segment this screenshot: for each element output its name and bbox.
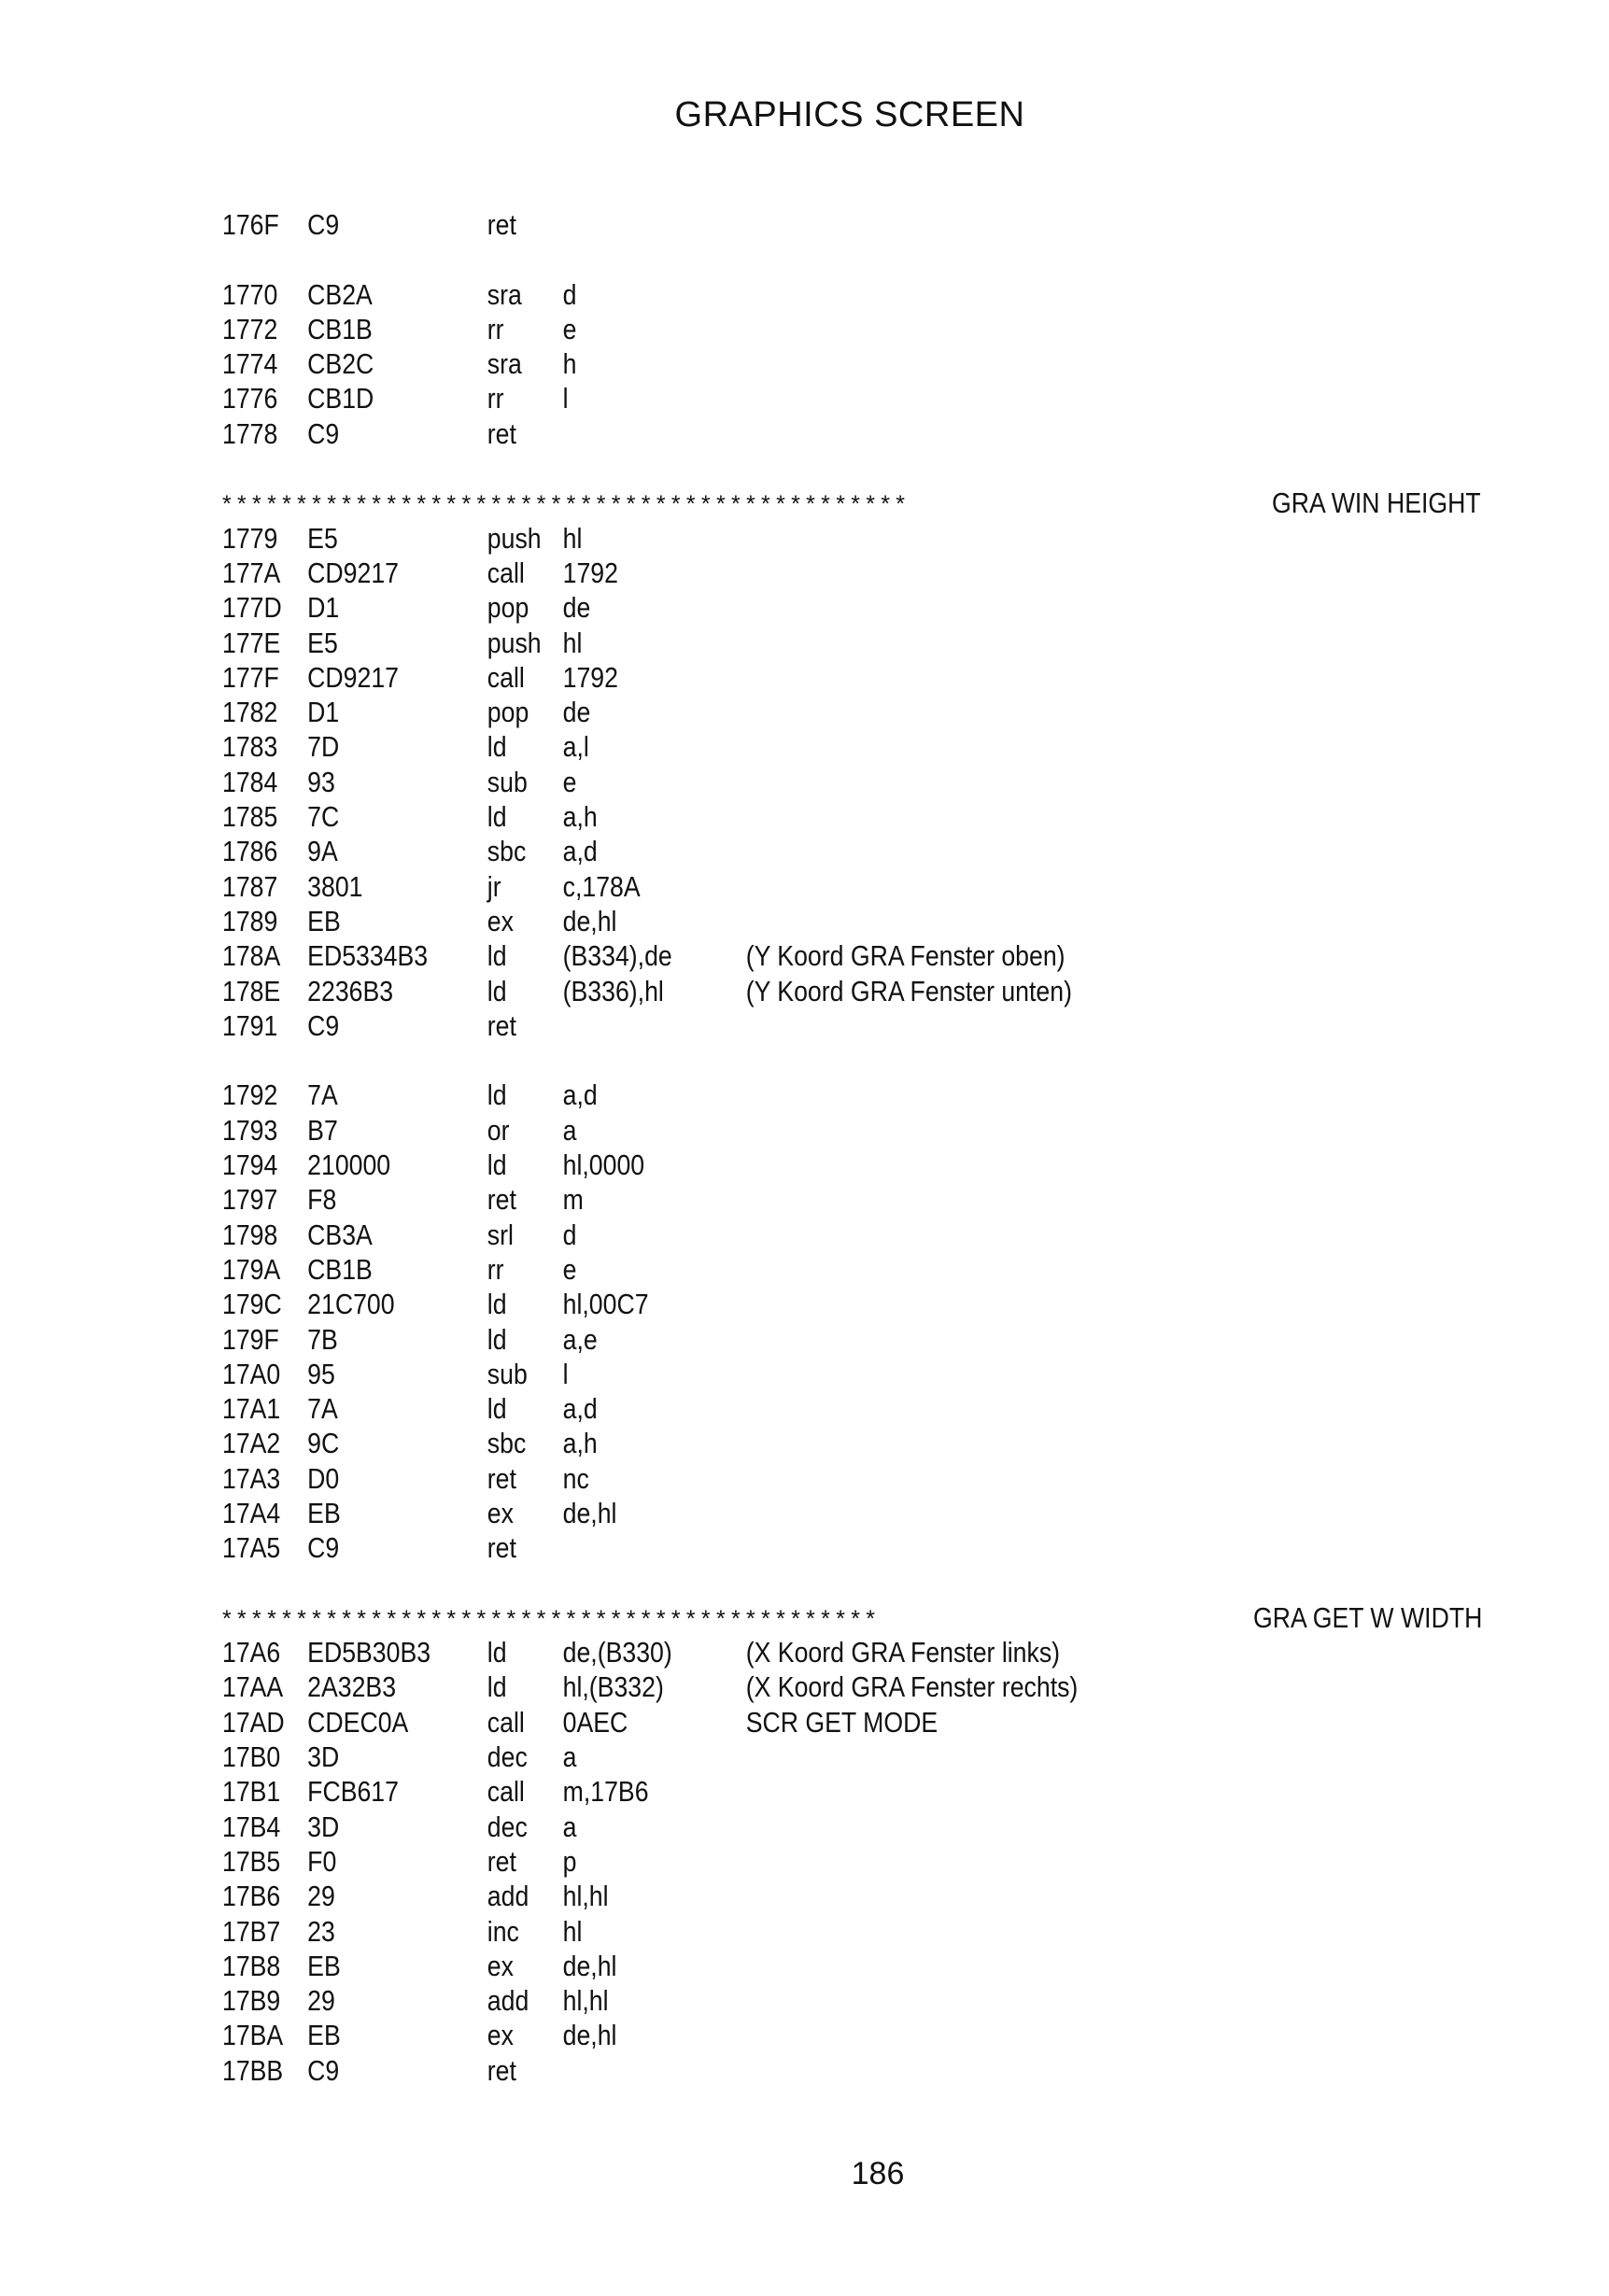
- address: 179A: [222, 1252, 281, 1286]
- operand: l: [562, 1357, 569, 1390]
- operand: hl: [562, 626, 583, 659]
- mnemonic: ld: [487, 730, 507, 764]
- operand: a,e: [562, 1322, 598, 1356]
- code-line: [222, 1774, 1347, 1809]
- address: 1794: [222, 1148, 278, 1182]
- code-line: [222, 1740, 1347, 1774]
- comment: SCR GET MODE: [745, 1705, 939, 1739]
- address: 17A0: [222, 1357, 281, 1390]
- hex-bytes: EB: [307, 1949, 341, 1982]
- comment: (X Koord GRA Fenster rechts): [745, 1670, 1079, 1704]
- mnemonic: sbc: [487, 1427, 527, 1460]
- separator-stars: ********************************************: [222, 1605, 882, 1632]
- address: 1797: [222, 1183, 278, 1217]
- address: 17A6: [222, 1636, 281, 1669]
- operand: hl,00C7: [562, 1288, 649, 1321]
- mnemonic: ld: [487, 1078, 507, 1112]
- address: 1782: [222, 696, 278, 729]
- operand: h: [562, 347, 577, 381]
- hex-bytes: EB: [307, 1496, 341, 1529]
- address: 178A: [222, 939, 281, 973]
- comment: (Y Koord GRA Fenster unten): [745, 974, 1072, 1007]
- hex-bytes: 9C: [307, 1427, 340, 1460]
- code-line: [222, 1810, 1347, 1844]
- hex-bytes: 2236B3: [307, 974, 394, 1007]
- hex-bytes: CB1D: [307, 382, 374, 416]
- address: 17B6: [222, 1880, 281, 1913]
- code-line: [222, 207, 1347, 242]
- address: 17B9: [222, 1984, 281, 2018]
- page-number: 186: [851, 2156, 905, 2191]
- mnemonic: inc: [487, 1914, 519, 1948]
- operand: c,178A: [562, 869, 641, 903]
- mnemonic: sub: [487, 765, 528, 798]
- section-separator: [222, 486, 1530, 520]
- assembly-listing: [222, 207, 1530, 2088]
- operand: l: [562, 382, 569, 416]
- operand: a,d: [562, 835, 598, 868]
- hex-bytes: C9: [307, 1008, 340, 1042]
- operand: p: [562, 1844, 577, 1878]
- mnemonic: call: [487, 660, 525, 694]
- code-line: [222, 1322, 1347, 1357]
- operand: 1792: [562, 660, 618, 694]
- hex-bytes: D1: [307, 591, 340, 625]
- hex-bytes: C9: [307, 2053, 340, 2087]
- hex-bytes: B7: [307, 1113, 338, 1147]
- address: 17AA: [222, 1670, 284, 1704]
- code-line: [222, 1357, 1347, 1391]
- operand: de,hl: [562, 904, 617, 937]
- operand: de: [562, 696, 591, 729]
- hex-bytes: 29: [307, 1880, 335, 1913]
- code-line: [222, 2053, 1347, 2088]
- mnemonic: ret: [487, 2053, 516, 2087]
- address: 1774: [222, 347, 278, 381]
- code-line: [222, 1914, 1347, 1949]
- hex-bytes: 29: [307, 1984, 335, 2018]
- hex-bytes: CB1B: [307, 1252, 373, 1286]
- hex-bytes: F0: [307, 1844, 337, 1878]
- mnemonic: call: [487, 1705, 525, 1739]
- operand: d: [562, 1218, 577, 1251]
- mnemonic: rr: [487, 312, 504, 345]
- address: 1792: [222, 1078, 278, 1112]
- mnemonic: ld: [487, 1670, 507, 1704]
- operand: (B336),hl: [562, 974, 664, 1007]
- hex-bytes: 7A: [307, 1392, 338, 1426]
- operand: e: [562, 1252, 577, 1286]
- hex-bytes: 93: [307, 765, 335, 798]
- address: 17A3: [222, 1461, 281, 1495]
- code-line: [222, 1252, 1347, 1287]
- code-line: [222, 1218, 1347, 1252]
- address: 179F: [222, 1322, 279, 1356]
- hex-bytes: ED5334B3: [307, 939, 429, 973]
- mnemonic: ex: [487, 904, 514, 937]
- hex-bytes: CB3A: [307, 1218, 373, 1251]
- operand: hl,hl: [562, 1880, 609, 1913]
- operand: d: [562, 277, 577, 311]
- hex-bytes: CB2A: [307, 277, 373, 311]
- operand: a: [562, 1740, 577, 1774]
- address: 17B8: [222, 1949, 281, 1982]
- code-line: [222, 974, 1347, 1008]
- mnemonic: ld: [487, 1322, 507, 1356]
- comment: (Y Koord GRA Fenster oben): [745, 939, 1066, 973]
- operand: a,d: [562, 1392, 598, 1426]
- hex-bytes: 210000: [307, 1148, 391, 1182]
- hex-bytes: 7B: [307, 1322, 338, 1356]
- hex-bytes: D0: [307, 1461, 340, 1495]
- address: 17B4: [222, 1810, 281, 1843]
- comment: (X Koord GRA Fenster links): [745, 1636, 1061, 1669]
- address: 17AD: [222, 1705, 285, 1739]
- address: 17BB: [222, 2053, 284, 2087]
- code-line: [222, 660, 1347, 695]
- address: 1776: [222, 382, 278, 416]
- mnemonic: call: [487, 1775, 525, 1809]
- hex-bytes: ED5B30B3: [307, 1636, 431, 1669]
- operand: m: [562, 1183, 584, 1217]
- code-line: [222, 938, 1347, 973]
- code-line: [222, 1461, 1347, 1496]
- blank-line: [222, 242, 1347, 276]
- mnemonic: ret: [487, 1844, 516, 1878]
- hex-bytes: 7C: [307, 800, 340, 834]
- operand: hl,hl: [562, 1984, 609, 2018]
- operand: hl: [562, 1914, 583, 1948]
- blank-line: [222, 451, 1347, 486]
- mnemonic: rr: [487, 1252, 504, 1286]
- hex-bytes: 2A32B3: [307, 1670, 397, 1704]
- operand: e: [562, 312, 577, 345]
- mnemonic: sub: [487, 1357, 528, 1390]
- code-line: [222, 1426, 1347, 1460]
- address: 1784: [222, 765, 278, 798]
- mnemonic: pop: [487, 696, 529, 729]
- code-line: [222, 834, 1347, 868]
- operand: a: [562, 1113, 577, 1147]
- operand: m,17B6: [562, 1775, 649, 1809]
- mnemonic: ex: [487, 1949, 514, 1982]
- code-line: [222, 1496, 1347, 1530]
- mnemonic: rr: [487, 382, 504, 416]
- hex-bytes: CB1B: [307, 312, 373, 345]
- address: 1779: [222, 521, 278, 555]
- address: 1791: [222, 1008, 278, 1042]
- operand: (B334),de: [562, 939, 672, 973]
- mnemonic: ret: [487, 416, 516, 450]
- code-line: [222, 765, 1347, 799]
- code-line: [222, 312, 1347, 346]
- code-line: [222, 1705, 1347, 1740]
- blank-line: [222, 1043, 1347, 1078]
- address: 17B7: [222, 1914, 281, 1948]
- page-title: GRAPHICS SCREEN: [674, 95, 1025, 134]
- address: 177E: [222, 626, 281, 659]
- operand: 0AEC: [562, 1705, 628, 1739]
- address: 1793: [222, 1113, 278, 1147]
- operand: hl,(B332): [562, 1670, 664, 1704]
- code-line: [222, 729, 1347, 764]
- mnemonic: call: [487, 556, 525, 589]
- operand: 1792: [562, 556, 618, 589]
- address: 17B5: [222, 1844, 281, 1878]
- address: 17A5: [222, 1531, 281, 1565]
- operand: a,l: [562, 730, 589, 764]
- address: 17A4: [222, 1496, 281, 1529]
- section-label: GRA GET W WIDTH: [1253, 1600, 1483, 1634]
- mnemonic: sra: [487, 347, 522, 381]
- mnemonic: ld: [487, 800, 507, 834]
- hex-bytes: 7A: [307, 1078, 338, 1112]
- mnemonic: add: [487, 1984, 529, 2018]
- address: 177D: [222, 591, 282, 625]
- mnemonic: ld: [487, 1148, 507, 1182]
- address: 1787: [222, 869, 278, 903]
- operand: a,h: [562, 800, 598, 834]
- mnemonic: ex: [487, 1496, 514, 1529]
- section-label: GRA WIN HEIGHT: [1272, 486, 1481, 520]
- address: 1770: [222, 277, 278, 311]
- code-line: [222, 626, 1347, 660]
- mnemonic: ld: [487, 939, 507, 973]
- mnemonic: ret: [487, 1008, 516, 1042]
- code-line: [222, 1879, 1347, 1913]
- blank-line: [222, 1566, 1347, 1600]
- mnemonic: dec: [487, 1740, 528, 1774]
- hex-bytes: 23: [307, 1914, 335, 1948]
- mnemonic: sbc: [487, 835, 527, 868]
- mnemonic: ld: [487, 1288, 507, 1321]
- mnemonic: jr: [487, 869, 501, 903]
- code-line: [222, 416, 1347, 451]
- mnemonic: ex: [487, 2019, 514, 2052]
- hex-bytes: CDEC0A: [307, 1705, 409, 1739]
- code-line: [222, 521, 1347, 556]
- operand: hl: [562, 521, 583, 555]
- code-line: [222, 590, 1347, 625]
- code-line: [222, 1391, 1347, 1426]
- hex-bytes: F8: [307, 1183, 337, 1217]
- address: 17A2: [222, 1427, 281, 1460]
- code-line: [222, 799, 1347, 834]
- hex-bytes: EB: [307, 2019, 341, 2052]
- hex-bytes: CB2C: [307, 347, 374, 381]
- mnemonic: sra: [487, 277, 522, 311]
- mnemonic: push: [487, 521, 542, 555]
- address: 1785: [222, 800, 278, 834]
- mnemonic: ret: [487, 1183, 516, 1217]
- mnemonic: push: [487, 626, 542, 659]
- code-line: [222, 1844, 1347, 1879]
- code-line: [222, 1287, 1347, 1321]
- mnemonic: add: [487, 1880, 529, 1913]
- address: 17B1: [222, 1775, 281, 1809]
- code-line: [222, 1078, 1347, 1112]
- address: 176F: [222, 208, 279, 241]
- operand: a: [562, 1810, 577, 1843]
- code-line: [222, 695, 1347, 729]
- code-line: [222, 1148, 1347, 1182]
- code-line: [222, 904, 1347, 938]
- hex-bytes: E5: [307, 626, 338, 659]
- code-line: [222, 1113, 1347, 1148]
- code-line: [222, 1008, 1347, 1043]
- section-separator: [222, 1600, 1530, 1635]
- hex-bytes: D1: [307, 696, 340, 729]
- hex-bytes: 95: [307, 1357, 335, 1390]
- address: 17A1: [222, 1392, 281, 1426]
- mnemonic: dec: [487, 1810, 528, 1843]
- address: 1798: [222, 1218, 278, 1251]
- mnemonic: or: [487, 1113, 510, 1147]
- mnemonic: ret: [487, 1531, 516, 1565]
- code-line: [222, 556, 1347, 590]
- code-line: [222, 1635, 1347, 1669]
- hex-bytes: FCB617: [307, 1775, 399, 1809]
- address: 178E: [222, 974, 281, 1007]
- code-line: [222, 1182, 1347, 1217]
- separator-stars: **********************************************: [222, 491, 911, 518]
- address: 177F: [222, 660, 279, 694]
- hex-bytes: EB: [307, 904, 341, 937]
- address: 1778: [222, 416, 278, 450]
- operand: hl,0000: [562, 1148, 645, 1182]
- code-line: [222, 2018, 1347, 2052]
- hex-bytes: 9A: [307, 835, 338, 868]
- operand: de,hl: [562, 1496, 617, 1529]
- code-line: [222, 346, 1347, 381]
- mnemonic: ld: [487, 974, 507, 1007]
- code-line: [222, 277, 1347, 312]
- mnemonic: ret: [487, 1461, 516, 1495]
- operand: de,hl: [562, 1949, 617, 1982]
- code-line: [222, 1669, 1347, 1704]
- code-line: [222, 381, 1347, 416]
- code-line: [222, 1949, 1347, 1983]
- mnemonic: pop: [487, 591, 529, 625]
- address: 17B0: [222, 1740, 281, 1774]
- mnemonic: ret: [487, 208, 516, 241]
- address: 1786: [222, 835, 278, 868]
- hex-bytes: CD9217: [307, 660, 399, 694]
- code-line: [222, 1983, 1347, 2018]
- operand: de: [562, 591, 591, 625]
- address: 17BA: [222, 2019, 284, 2052]
- address: 177A: [222, 556, 281, 589]
- operand: de,hl: [562, 2019, 617, 2052]
- code-line: [222, 869, 1347, 904]
- hex-bytes: CD9217: [307, 556, 399, 589]
- address: 179C: [222, 1288, 282, 1321]
- operand: e: [562, 765, 577, 798]
- hex-bytes: C9: [307, 416, 340, 450]
- operand: de,(B330): [562, 1636, 672, 1669]
- mnemonic: srl: [487, 1218, 514, 1251]
- mnemonic: ld: [487, 1392, 507, 1426]
- hex-bytes: C9: [307, 1531, 340, 1565]
- hex-bytes: 7D: [307, 730, 340, 764]
- mnemonic: ld: [487, 1636, 507, 1669]
- hex-bytes: 3D: [307, 1740, 340, 1774]
- address: 1789: [222, 904, 278, 937]
- hex-bytes: 3801: [307, 869, 363, 903]
- hex-bytes: 3D: [307, 1810, 340, 1843]
- hex-bytes: E5: [307, 521, 338, 555]
- operand: nc: [562, 1461, 589, 1495]
- code-line: [222, 1530, 1347, 1565]
- address: 1772: [222, 312, 278, 345]
- operand: a,h: [562, 1427, 598, 1460]
- hex-bytes: 21C700: [307, 1288, 395, 1321]
- hex-bytes: C9: [307, 208, 340, 241]
- address: 1783: [222, 730, 278, 764]
- operand: a,d: [562, 1078, 598, 1112]
